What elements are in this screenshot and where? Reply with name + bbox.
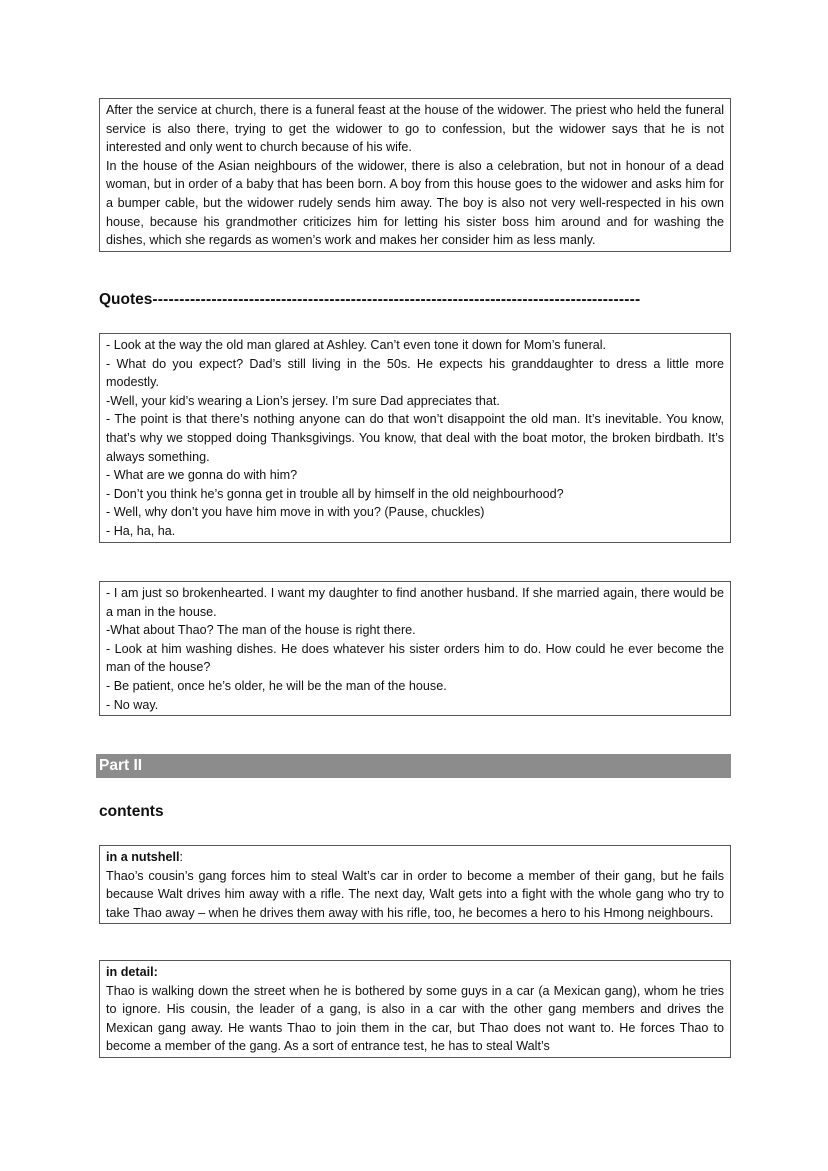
- summary-paragraph-2: In the house of the Asian neighbours of the widower, there is also a celebration, but not in honour of a dead woman, but in order of a baby that has been born. A boy from this house goes to the widower and asks him for a bumper cable, but the widower rudely sends him away. The boy is also not very well-respected in his own house, because his grandmother criticizes him for letting his sister boss him around and for washing the dishes, which she regards as women’s work and makes her consider him as less manly.: [106, 158, 724, 248]
- detail-box: [99, 960, 731, 1058]
- detail-text: Thao is walking down the street when he is bothered by some guys in a car (a Mexican gang), whom he tries to ignore. His cousin, the leader of a gang, is also in a car with the other gang members and drives the Mexican gang away. He wants Thao to join them in the car, but Thao does not want to. He forces Thao to become a member of the gang. As a sort of entrance test, he has to steal Walt’s: [106, 983, 724, 1054]
- quote-line: - Don’t you think he’s gonna get in trouble all by himself in the old neighbourhood?: [106, 486, 564, 501]
- quote-line: - Ha, ha, ha.: [106, 523, 176, 538]
- quote-line: - Well, why don’t you have him move in with you? (Pause, chuckles): [106, 505, 485, 520]
- nutshell-label-colon: :: [179, 850, 183, 864]
- nutshell-label: in a nutshell: [106, 850, 180, 864]
- nutshell-text: Thao’s cousin’s gang forces him to steal Walt’s car in order to become a member of their gang, but he fails because Walt drives him away with a rifle. The next day, Walt gets into a fight with the whole gang who try to take Thao away – when he drives them away with his rifle, too, he becomes a hero to his Hmong neighbours.: [106, 868, 724, 920]
- quote-line: - No way.: [106, 697, 159, 712]
- nutshell-label-line: [106, 848, 724, 867]
- part-ii-section-bar: [96, 754, 731, 778]
- quote-line: - What do you expect? Dad’s still living in the 50s. He expects his granddaughter to dress a little more modestly.: [106, 356, 724, 390]
- quotes-box-1: [99, 333, 731, 543]
- quotes-heading: [99, 291, 640, 309]
- quote-line: -Well, your kid’s wearing a Lion’s jersey. I’m sure Dad appreciates that.: [106, 393, 500, 408]
- summary-box: [99, 98, 731, 252]
- summary-paragraph-1: After the service at church, there is a funeral feast at the house of the widower. The priest who held the funeral service is also there, trying to get the widower to go to confession, but the widower says that he is not interested and only went to church because of his wife.: [106, 103, 724, 155]
- quote-line: - Look at the way the old man glared at Ashley. Can’t even tone it down for Mom’s funeral.: [106, 338, 607, 352]
- quote-line: - Look at him washing dishes. He does whatever his sister orders him to do. How could he ever become the man of the house?: [106, 641, 724, 675]
- quote-line: - The point is that there’s nothing anyone can do that won’t disappoint the old man. It’s inevitable. You know, that’s why we stopped doing Thanksgivings. You know, that deal with the boat motor, the broken birdbath. It’s always something.: [106, 412, 724, 464]
- quote-line: - What are we gonna do with him?: [106, 468, 298, 483]
- contents-heading: contents: [99, 803, 164, 820]
- quote-line: - I am just so brokenhearted. I want my daughter to find another husband. If she married again, there would be a man in the house.: [106, 586, 724, 619]
- detail-label: in detail:: [106, 965, 158, 979]
- part-ii-title: Part II: [99, 757, 143, 774]
- quotes-heading-title: Quotes: [99, 291, 153, 308]
- quote-line: -What about Thao? The man of the house is right there.: [106, 623, 416, 638]
- quotes-box-2: [99, 581, 731, 716]
- quotes-heading-rule: -------------------------------------------------------------------------------------------: [152, 291, 641, 308]
- quote-line: - Be patient, once he’s older, he will be the man of the house.: [106, 678, 447, 693]
- nutshell-box: [99, 845, 731, 924]
